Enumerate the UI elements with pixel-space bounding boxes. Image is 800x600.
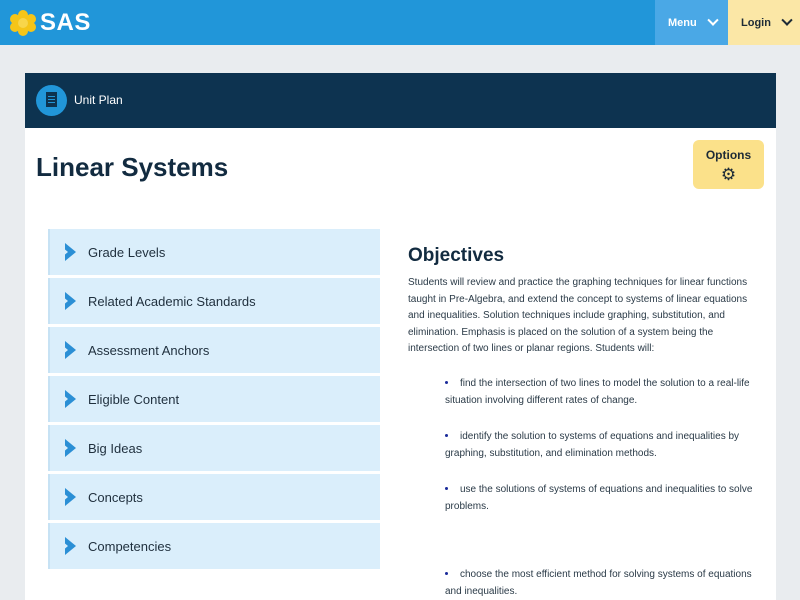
accordion-item-label: Competencies	[88, 538, 172, 554]
chevron-right-icon	[65, 439, 76, 457]
accordion-item-related-academic-standards[interactable]	[48, 278, 380, 324]
list-item	[445, 429, 765, 462]
chevron-right-icon	[65, 488, 76, 506]
unit-plan-label: Unit Plan	[74, 93, 123, 107]
accordion-item-label: Eligible Content	[88, 391, 180, 407]
options-button-label: Options	[705, 148, 752, 162]
list-item	[445, 482, 765, 515]
chevron-right-icon	[65, 292, 76, 310]
accordion-item-assessment-anchors[interactable]	[48, 327, 380, 373]
chevron-right-icon	[65, 390, 76, 408]
unit-plan-card	[25, 73, 776, 600]
card-header	[25, 73, 776, 128]
site-logo[interactable]	[10, 8, 91, 38]
menu-button[interactable]	[655, 0, 728, 45]
accordion-item-grade-levels[interactable]	[48, 229, 380, 275]
objective-text: find the intersection of two lines to model the solution to a real-life situation involving different rates of change.	[445, 378, 750, 406]
accordion-item-label: Concepts	[88, 489, 143, 505]
menu-button-label: Menu	[668, 16, 697, 29]
accordion-list	[48, 229, 380, 572]
accordion-item-eligible-content[interactable]	[48, 376, 380, 422]
chevron-right-icon	[65, 341, 76, 359]
chevron-down-icon	[707, 14, 718, 25]
top-navigation-bar	[0, 0, 800, 45]
accordion-item-concepts[interactable]	[48, 474, 380, 520]
login-button[interactable]	[728, 0, 800, 45]
objective-text: use the solutions of systems of equations and inequalities to solve problems.	[445, 484, 753, 512]
accordion-item-label: Big Ideas	[88, 440, 143, 456]
accordion-item-big-ideas[interactable]	[48, 425, 380, 471]
chevron-down-icon	[781, 14, 792, 25]
chevron-right-icon	[65, 243, 76, 261]
objectives-heading: Objectives	[408, 245, 505, 266]
accordion-item-label: Grade Levels	[88, 244, 166, 260]
accordion-item-competencies[interactable]	[48, 523, 380, 569]
gear-icon: ⚙	[720, 165, 737, 184]
document-icon	[36, 85, 67, 116]
sas-flower-icon	[10, 10, 36, 36]
objectives-intro: Students will review and practice the graphing techniques for linear functions taught in Pre-Algebra, and extend the concept to systems of linear equations and inequalities. Solution techniques include graphing, substitution, and elimination. Emphasis is placed on the solution of a system being the intersection of two lines or planar regions. Students will:	[408, 277, 748, 354]
accordion-item-label: Related Academic Standards	[88, 293, 256, 309]
page-title: Linear Systems	[36, 152, 229, 182]
objective-text: identify the solution to systems of equations and inequalities by graphing, substitution, and elimination methods.	[445, 431, 740, 459]
chevron-right-icon	[65, 537, 76, 555]
login-button-label: Login	[741, 16, 771, 29]
list-item	[445, 567, 765, 600]
logo-text: SAS	[40, 9, 91, 36]
options-button[interactable]	[693, 140, 764, 189]
objective-text: choose the most efficient method for solving systems of equations and inequalities.	[445, 569, 752, 597]
list-item	[445, 376, 765, 409]
accordion-item-label: Assessment Anchors	[88, 342, 210, 358]
